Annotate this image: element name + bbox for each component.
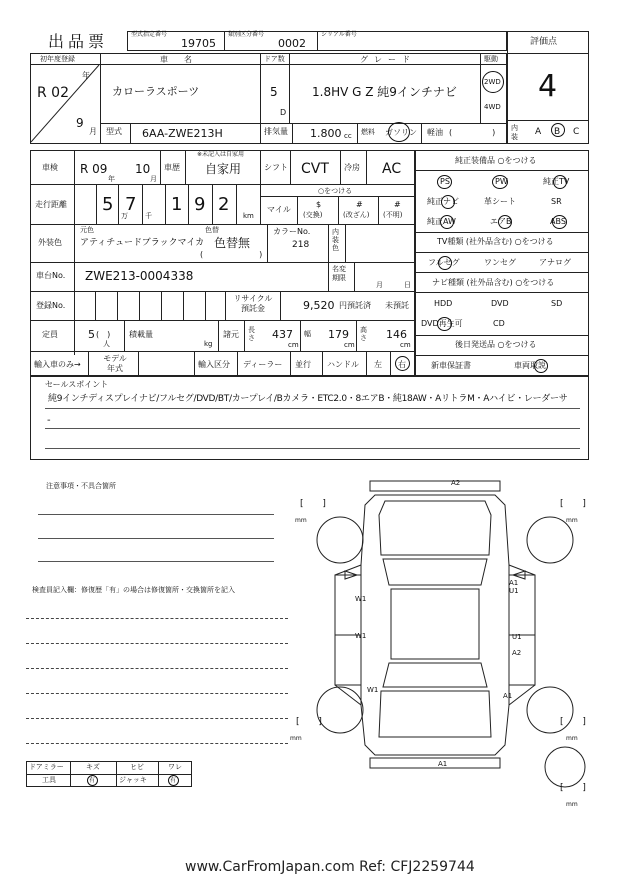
tv-analog: アナログ	[539, 258, 571, 267]
fuel-diesel: 軽油	[427, 128, 443, 137]
docs-warranty: 新車保証書	[431, 361, 471, 370]
equip-navi: 純正ナビ	[427, 197, 459, 206]
displacement-label: 排気量	[264, 127, 288, 136]
sales-line-2: -	[47, 415, 51, 426]
height-value: 146	[386, 328, 407, 341]
int-color-label: 内装色	[332, 228, 339, 252]
doors-suffix: D	[280, 108, 287, 117]
dim-label: 諸元	[223, 330, 239, 339]
model-year-label: モデル年式	[103, 354, 127, 373]
color-no-label: カラーNo.	[273, 227, 311, 236]
shift-value: CVT	[301, 161, 329, 177]
repaint-value: 色替無	[214, 236, 251, 250]
history-value: 自家用	[205, 162, 242, 176]
drive-4wd: 4WD	[484, 103, 501, 111]
score-label: 評価点	[530, 37, 558, 47]
equip-airbag: エアB	[490, 217, 512, 226]
inspection-label: 車検	[42, 163, 58, 172]
mm-label-front-right: mm	[566, 517, 578, 524]
inspection-month: 10	[135, 162, 151, 176]
mm-label-rear-left: mm	[290, 735, 302, 742]
equip-airbag-circle	[498, 215, 512, 229]
tv-label: TV種類 (社外品含む) ○をつける	[437, 237, 554, 246]
first-reg-year-label: 年	[82, 71, 90, 80]
recycle-value: 9,520	[303, 299, 335, 312]
color-no: 218	[292, 240, 310, 250]
unknown-label: (不明)	[383, 211, 403, 219]
equip-ps-circle	[437, 175, 452, 189]
navi-hdd: HDD	[434, 299, 453, 308]
mark-left-window: W1	[355, 632, 367, 640]
import-dealer: ディーラー	[243, 360, 283, 369]
first-reg-era: R 02	[37, 85, 69, 101]
inspection-value: R 09	[80, 162, 108, 176]
sales-line-1: 純9インチディスプレイナビ/フルセグ/DVD/BT/カープレイ/Bカメラ・ETC2.0・8エアB・純18AW・AリトラM・Aハイビ・レーダーサ	[48, 394, 568, 404]
page-title: 出品票	[48, 32, 109, 51]
inspection-year-label: 年	[108, 175, 115, 183]
mm-label-spare: mm	[566, 801, 578, 808]
model-designation: 19705	[181, 37, 216, 50]
name-change-day: 日	[404, 281, 411, 289]
category-number-label: 類別区分番号	[228, 31, 265, 38]
mileage-digit-5: 2	[218, 194, 230, 215]
mileage-man-label: 万	[121, 212, 128, 220]
mark-windshield-left: W1	[355, 595, 367, 603]
mm-bracket-rear-right: [ ]	[560, 717, 594, 727]
mileage-digit-2: 7	[125, 194, 137, 215]
docs-manual: 車両取説	[514, 361, 546, 370]
interior-c: C	[573, 127, 580, 137]
legend-break: ワレ	[168, 763, 182, 771]
mm-bracket-front-right: [ ]	[560, 499, 594, 509]
name-change-month: 月	[376, 281, 383, 289]
import-parallel: 並行	[295, 360, 311, 369]
first-reg-label: 初年度登録	[40, 55, 75, 63]
mark-front-bumper: A2	[451, 479, 461, 487]
equip-pw-circle	[492, 175, 508, 189]
length-label: 長さ	[248, 326, 255, 342]
name-change-label: 名変期限	[332, 265, 346, 282]
mm-label-rear-right: mm	[566, 735, 578, 742]
mile-check-label: ○をつける	[318, 187, 353, 195]
height-unit: cm	[400, 341, 411, 349]
legend-jack: ジャッキ	[119, 776, 147, 784]
model-type-label: 型式	[106, 127, 122, 136]
orig-color-label: 元色	[80, 226, 94, 234]
name-label: 車名	[160, 55, 208, 64]
modified-sharp: #	[356, 200, 363, 209]
exchange-label: (交換)	[303, 211, 323, 219]
interior-label: 内装	[511, 124, 518, 141]
fuel-other: ( )	[449, 128, 496, 137]
shift-label: シフト	[264, 163, 288, 172]
chassis-value: ZWE213-0004338	[85, 269, 194, 283]
mileage-digit-4: 9	[194, 194, 206, 215]
first-reg-month: 9	[76, 116, 84, 130]
orig-color: アティチュードブラックマイカ	[80, 238, 205, 248]
width-value: 179	[328, 328, 349, 341]
legend-tools: 工具	[42, 776, 56, 784]
doors-label: ドア数	[264, 55, 285, 63]
equip-leather: 革シート	[484, 197, 516, 206]
sales-label: セールスポイント	[45, 380, 109, 389]
displacement-value: 1.800	[310, 127, 342, 140]
navi-sd: SD	[551, 299, 563, 308]
mileage-sen-label: 千	[145, 212, 152, 220]
doors-value: 5	[270, 85, 278, 99]
mileage-label: 走行距離	[35, 200, 67, 209]
equip-sr: SR	[551, 197, 562, 206]
equip-aw-circle	[440, 215, 454, 229]
length-value: 437	[272, 328, 293, 341]
inspection-month-label: 月	[150, 175, 157, 183]
equip-aw: 純正AW	[427, 217, 456, 226]
mile-label: マイル	[267, 205, 291, 214]
import-type-label: 輸入区分	[198, 360, 230, 369]
interior-a: A	[535, 127, 542, 137]
handle-left: 左	[374, 360, 382, 369]
capacity-unit: 人	[103, 340, 110, 348]
handle-label: ハンドル	[327, 360, 359, 369]
navi-dvd: DVD	[491, 299, 509, 308]
equip-tv-circle	[553, 175, 567, 189]
repaint-label: 色替	[205, 226, 219, 234]
navi-dvd-circle	[437, 317, 452, 331]
height-label: 高さ	[360, 326, 367, 342]
import-label: 輸入車のみ→	[34, 360, 81, 369]
width-label: 幅	[304, 330, 311, 338]
mark-front-right: A1 U1	[509, 579, 519, 595]
repaint-paren: ( )	[200, 250, 263, 259]
width-unit: cm	[344, 341, 355, 349]
navi-cd: CD	[493, 319, 505, 328]
model-designation-label: 型式指定番号	[131, 31, 168, 38]
modified-label: (改ざん)	[343, 211, 370, 219]
serial-label: シリアル番号	[321, 31, 357, 38]
load-label: 積載量	[129, 330, 153, 339]
capacity-value: 5	[88, 328, 95, 341]
handle-right: 右	[398, 360, 406, 369]
model-type: 6AA-ZWE213H	[142, 127, 223, 140]
mileage-digit-1: 5	[102, 194, 114, 215]
notes-label: 注意事項・不具合箇所	[46, 482, 116, 490]
mm-label-front-left: mm	[295, 517, 307, 524]
first-reg-month-label: 月	[89, 127, 97, 136]
fuel-label: 燃料	[361, 128, 375, 136]
ac-label: 冷房	[344, 163, 360, 172]
inspector-label: 検査員記入欄：修復歴「有」の場合は修復箇所・交換箇所を記入	[32, 586, 235, 594]
equip-pw: PW	[495, 177, 508, 186]
drive-2wd: 2WD	[484, 78, 501, 86]
mileage-km-label: km	[243, 212, 254, 220]
ac-value: AC	[382, 161, 402, 177]
grade-value: 1.8HV G Z 純9インチナビ	[312, 85, 457, 99]
equip-abs: ABS	[550, 217, 566, 226]
grade-label: グレード	[360, 55, 416, 64]
legend-scratch: キズ	[86, 763, 100, 771]
legend-mirror: ドアミラー	[29, 763, 64, 771]
equip-ps: PS	[440, 177, 450, 186]
mark-right-door: U1 A2	[512, 633, 522, 657]
load-unit: kg	[204, 340, 213, 348]
chassis-label: 車台No.	[36, 271, 66, 280]
unknown-sharp: #	[394, 200, 401, 209]
recycle-unpaid: 未預託	[385, 301, 409, 310]
legend-crack: ヒビ	[130, 763, 144, 771]
mm-bracket-rear-left: [ ]	[296, 717, 330, 727]
drive-label: 駆動	[484, 55, 498, 63]
first-reg-divider	[31, 65, 100, 143]
color-label: 外装色	[38, 238, 62, 247]
equip-tv: 純正TV	[543, 177, 570, 186]
equip-navi-circle	[441, 195, 455, 209]
dollar-sign: $	[316, 200, 322, 209]
mark-rear-bumper: A1	[438, 760, 448, 768]
legend-jack-value: 有	[170, 777, 177, 784]
capacity-paren: ( )	[96, 330, 111, 339]
recycle-label: リサイクル預託金	[233, 294, 273, 313]
tv-fullseg: フルセグ	[428, 258, 460, 267]
displacement-unit: cc	[344, 132, 352, 140]
navi-label: ナビ種類 (社外品含む) ○をつける	[432, 278, 555, 287]
tv-fullseg-circle	[438, 256, 452, 270]
history-note: ※未記入は自家用	[197, 151, 245, 158]
fuel-gasoline: ガソリン	[385, 128, 417, 137]
mark-rear-left: W1	[367, 686, 379, 694]
reg-label: 登録No.	[36, 301, 66, 310]
interior-b: B	[554, 127, 561, 137]
footer-watermark: www.CarFromJapan.com Ref: CFJ2259744	[185, 859, 475, 875]
legend-tools-value: 有	[89, 777, 96, 784]
length-unit: cm	[288, 341, 299, 349]
mm-bracket-spare: [ ]	[560, 783, 594, 793]
mm-bracket-front-left: [ ]	[300, 499, 334, 509]
docs-label: 後日発送品 ○をつける	[455, 340, 537, 349]
capacity-label: 定員	[42, 330, 58, 339]
vehicle-name: カローラスポーツ	[112, 85, 200, 98]
equip-abs-circle	[552, 215, 567, 229]
mark-rear-right: A1	[503, 692, 513, 700]
mileage-digit-3: 1	[171, 194, 183, 215]
score-value: 4	[538, 69, 558, 104]
navi-dvd-play: DVD再生可	[421, 319, 463, 328]
history-label: 車歴	[164, 163, 180, 172]
tv-oneseg: ワンセグ	[484, 258, 516, 267]
category-number: 0002	[278, 37, 306, 50]
genuine-label: 純正装備品 ○をつける	[455, 156, 537, 165]
docs-manual-circle	[534, 359, 548, 373]
recycle-unit: 円預託済	[339, 301, 371, 310]
